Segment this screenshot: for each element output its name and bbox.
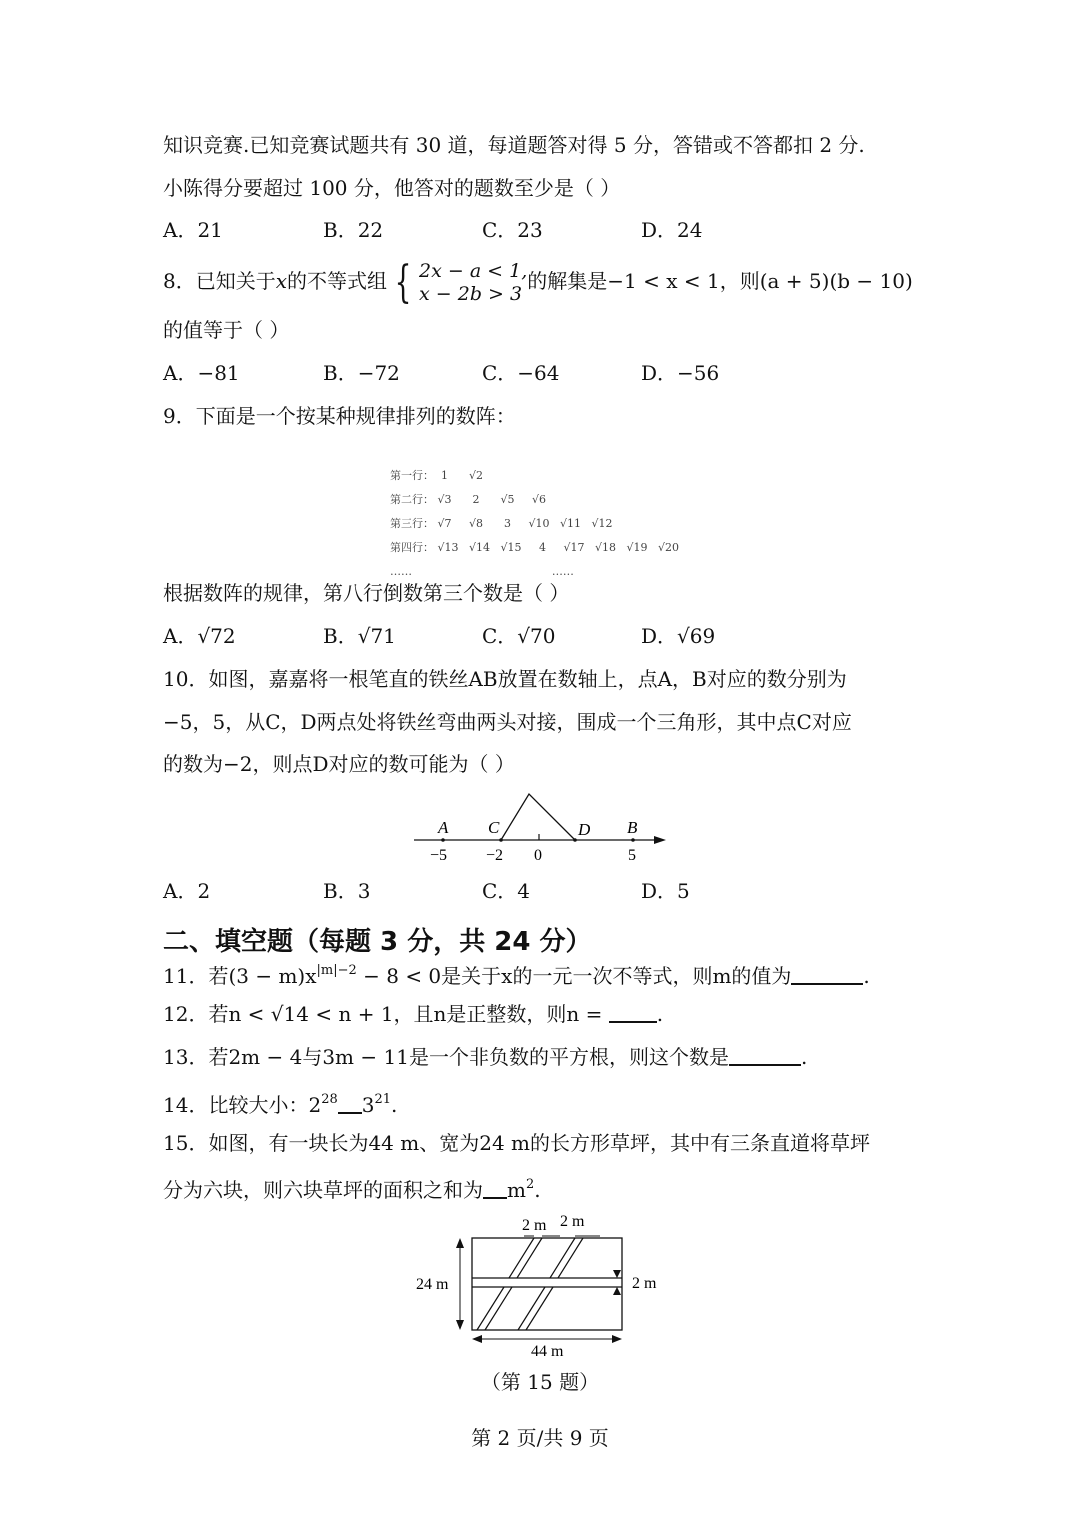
q10-label-b: B [627,818,638,837]
q8-ineq1: 2x − a < 1, [419,259,528,282]
q8-mid1: 的不等式组 [287,269,388,293]
q14-exponent-1: 28 [321,1092,338,1107]
q7-option-b: B．22 [323,218,384,242]
q8-system [419,260,527,306]
q10-tick-label-c: −2 [486,847,504,864]
q11-end: . [863,964,870,988]
q15-label-right: 2 m [632,1275,657,1292]
q14-text1: 14．比较大小：2 [163,1093,322,1117]
q10-option-b: B．3 [323,879,371,903]
q10-label-a: A [438,818,449,837]
q15-road1-right-upper [517,1238,542,1278]
q15-label-bottom: 44 m [531,1343,564,1360]
q10-triangle [501,794,575,840]
q8-prefix: 8．已知关于 [163,269,276,293]
q12 [163,1000,663,1028]
q9-row-4: 第四行： √13 √14 √15 4 √17 √18 √19 √20 [390,541,679,554]
q15-dim-bottom-arrow-right [612,1335,622,1343]
q15-lawn-rect [472,1238,622,1330]
q15-answer-blank[interactable] [483,1179,507,1199]
q10-label-c: C [488,818,500,837]
q8-option-d: D．−56 [641,361,720,385]
q10-option-c: C．4 [482,879,531,903]
q8-line1 [163,258,913,306]
q13-answer-blank[interactable] [729,1046,801,1066]
section-2-title: 二、填空题（每题 3 分，共 24 分） [163,927,592,957]
q15-road1-right-lower [485,1287,512,1330]
q15-road2-right-lower [526,1287,553,1330]
q15-road2-left-upper [550,1238,575,1278]
q15-text: 分为六块，则六块草坪的面积之和为 [163,1178,483,1202]
q10-tick-label-b: 5 [628,847,636,864]
q9-row-1: 第一行： 1 √2 [390,469,483,482]
q10-line3: 的数为−2，则点D对应的数可能为（ ） [163,752,515,776]
q15-dim-left-arrow-up [456,1238,464,1248]
q15-label-top2: 2 m [560,1213,585,1230]
q8-var-x: x [275,269,288,293]
q10-point-a [441,838,445,842]
q9-row-2: 第二行： √3 2 √5 √6 [390,493,546,506]
q10-tick-label-a: −5 [430,847,448,864]
q10-number-line-figure [400,786,680,866]
q10-axis-arrow [654,836,666,844]
q10-point-c [499,838,503,842]
q15-unit-exponent: 2 [525,1177,535,1192]
q7-line1: 知识竞赛.已知竞赛试题共有 30 道，每道题答对得 5 分，答错或不答都扣 2 分. [163,133,865,157]
q11-text1: 11．若(3 − m)x [163,964,317,988]
q12-text1: 12．若n < √14 < n + 1，且n是正整数，则n = [163,1002,609,1026]
q15-dim-right-arrow-up [613,1287,621,1295]
q10-point-d [573,838,577,842]
q8-option-b: B．−72 [323,361,400,385]
q11 [163,957,870,990]
q12-end: . [656,1002,664,1026]
q8-option-c: C．−64 [482,361,560,385]
q15-road1-left-upper [509,1238,534,1278]
q7-option-c: C．23 [482,218,543,242]
q8-mid2: 的解集是−1 < x < 1，则(a + 5)(b − 10) [527,269,913,293]
q15-road2-left-lower [518,1287,545,1330]
q7-option-d: D．24 [641,218,703,242]
q13 [163,1043,807,1071]
q8-option-a: A．−81 [163,361,240,385]
q15-road1-left-lower [477,1287,504,1330]
q14-end: . [391,1093,398,1117]
page-footer: 第 2 页/共 9 页 [471,1426,609,1450]
q15-road2-right-upper [558,1238,583,1278]
q9-option-d: D．√69 [641,624,716,648]
q10-line1: 10．如图，嘉嘉将一根笔直的铁丝AB放置在数轴上，点A，B对应的数分别为 [163,667,847,691]
q15-end: . [534,1178,541,1202]
q15-label-left: 24 m [416,1276,449,1293]
q15-dim-left-arrow-down [456,1320,464,1330]
q15-unit: m [507,1178,526,1202]
q8-brace: { [394,256,412,308]
q8-ineq2: x − 2b > 3 [419,282,523,305]
q15-lawn-figure [410,1208,680,1360]
q9-row-3: 第三行： √7 √8 3 √10 √11 √12 [390,517,613,530]
q11-exponent: |m|−2 [316,963,357,978]
q15-dim-bottom-arrow-left [472,1335,482,1343]
q14-answer-blank[interactable] [338,1094,362,1114]
q14-exponent-2: 21 [374,1092,392,1107]
q13-end: . [800,1045,808,1069]
q15-dim-right-arrow-down [613,1270,621,1278]
q10-option-d: D．5 [641,879,690,903]
q10-option-a: A．2 [163,879,211,903]
q14-mid: 3 [361,1093,375,1117]
q9-option-c: C．√70 [482,624,556,648]
q7-option-a: A．21 [163,218,223,242]
q13-text1: 13．若2m − 4与3m − 11是一个非负数的平方根，则这个数是 [163,1045,729,1069]
q9-option-a: A．√72 [163,624,236,648]
q12-answer-blank[interactable] [609,1003,657,1023]
q9-row-5: …… …… [390,565,574,578]
q9-stem: 9．下面是一个按某种规律排列的数阵： [163,404,516,428]
q10-point-b [631,838,635,842]
q15-line2 [163,1171,541,1204]
q7-line2: 小陈得分要超过 100 分，他答对的题数至少是（ ） [163,176,621,200]
q14 [163,1086,397,1119]
q10-label-d: D [578,820,591,839]
q15-line1: 15．如图，有一块长为44 m、宽为24 m的长方形草坪，其中有三条直道将草坪 [163,1131,870,1155]
q9-option-b: B．√71 [323,624,396,648]
q11-text2: − 8 < 0是关于x的一元一次不等式，则m的值为 [356,964,792,988]
q15-label-top1: 2 m [522,1217,547,1234]
q15-caption: （第 15 题） [480,1370,600,1394]
q10-tick-label-zero: 0 [534,847,542,864]
q8-line2: 的值等于（ ） [163,318,290,342]
q9-question: 根据数阵的规律，第八行倒数第三个数是（ ） [163,581,570,605]
q10-line2: −5，5，从C，D两点处将铁丝弯曲两头对接，围成一个三角形，其中点C对应 [163,710,852,734]
q11-answer-blank[interactable] [791,965,863,985]
